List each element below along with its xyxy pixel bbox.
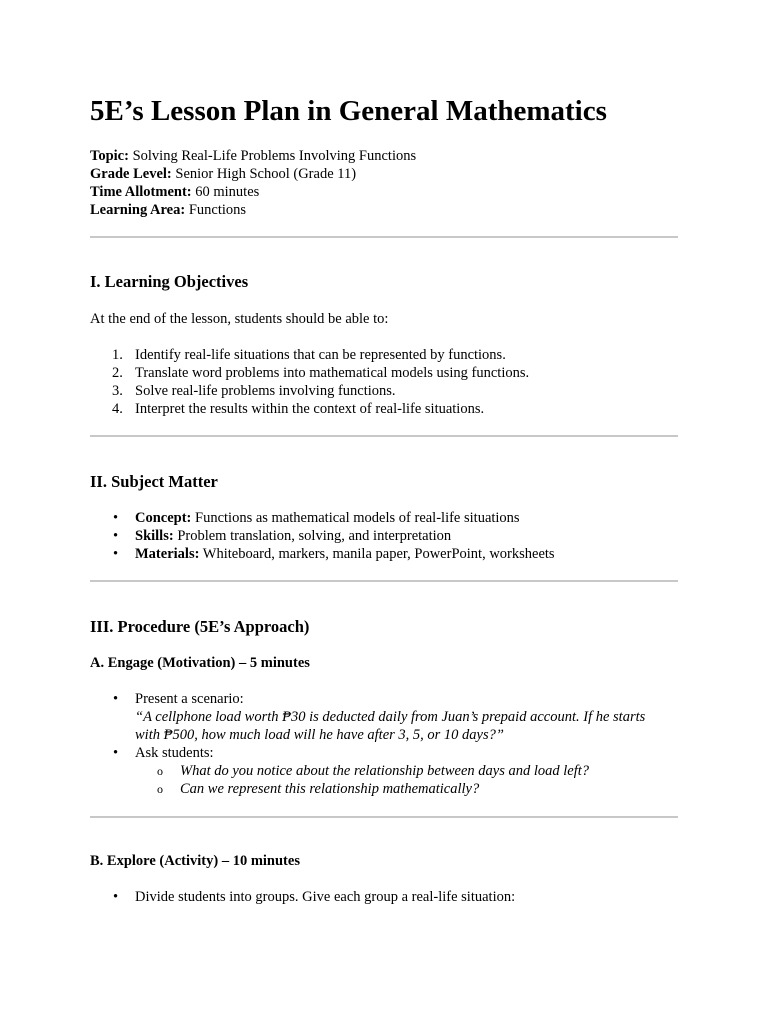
engage-heading: A. Engage (Motivation) – 5 minutes	[90, 655, 310, 671]
list-number: 2.	[112, 365, 123, 381]
engage-list	[90, 690, 645, 798]
list-item-text: Translate word problems into mathematical models using functions.	[135, 365, 530, 381]
meta-value: Solving Real-Life Problems Involving Functions	[132, 148, 417, 164]
section-divider	[90, 435, 678, 437]
question-text: What do you notice about the relationship between days and load left?	[180, 763, 590, 779]
list-number: 3.	[112, 383, 123, 399]
meta-value: 60 minutes	[195, 184, 260, 200]
explore-list	[90, 888, 515, 906]
meta-label: Topic:	[90, 148, 129, 164]
scenario-label: Present a scenario:	[135, 691, 244, 707]
scenario-text-line: “A cellphone load worth ₱30 is deducted daily from Juan’s prepaid account. If he starts	[135, 709, 646, 725]
explore-heading: B. Explore (Activity) – 10 minutes	[90, 853, 300, 869]
meta-label: Time Allotment:	[90, 184, 192, 200]
list-item-text: Identify real-life situations that can be represented by functions.	[135, 347, 506, 363]
list-item	[90, 400, 529, 418]
item-label: Concept:	[135, 510, 192, 526]
meta-time-allotment	[90, 183, 416, 201]
meta-label: Grade Level:	[90, 166, 172, 182]
bullet-icon: •	[113, 745, 119, 761]
list-item-text: Whiteboard, markers, manila paper, PowerPoint, worksheets	[202, 546, 555, 562]
bullet-icon: •	[113, 889, 119, 905]
list-item	[90, 527, 555, 545]
list-number: 4.	[112, 401, 123, 417]
objectives-intro: At the end of the lesson, students should be able to:	[90, 311, 389, 327]
list-item	[90, 346, 529, 364]
sublist-container	[90, 762, 645, 798]
item-label: Skills:	[135, 528, 174, 544]
list-item	[90, 744, 645, 762]
list-item	[90, 509, 555, 527]
list-item-text: Problem translation, solving, and interpretation	[177, 528, 452, 544]
meta-topic	[90, 147, 416, 165]
bullet-icon: •	[113, 510, 119, 526]
objectives-heading: I. Learning Objectives	[90, 272, 249, 291]
bullet-icon: •	[113, 546, 119, 562]
page-title: 5E’s Lesson Plan in General Mathematics	[90, 95, 607, 127]
procedure-heading: III. Procedure (5E’s Approach)	[90, 617, 310, 636]
list-item	[90, 690, 645, 744]
lesson-meta	[90, 147, 416, 219]
list-item	[90, 888, 515, 906]
sublist-item	[90, 780, 645, 798]
list-item-text: Solve real-life problems involving functions.	[135, 383, 396, 399]
circle-bullet-icon: o	[157, 764, 163, 778]
section-divider	[90, 236, 678, 238]
scenario-text-line: with ₱500, how much load will he have after 3, 5, or 10 days?”	[135, 727, 504, 743]
sublist-item	[90, 762, 645, 780]
list-item	[90, 364, 529, 382]
question-text: Can we represent this relationship mathematically?	[180, 781, 480, 797]
list-item-text: Functions as mathematical models of real-life situations	[195, 510, 520, 526]
list-item-text: Interpret the results within the context of real-life situations.	[135, 401, 485, 417]
list-item	[90, 545, 555, 563]
list-number: 1.	[112, 347, 123, 363]
section-divider	[90, 580, 678, 582]
meta-value: Functions	[188, 202, 247, 218]
meta-grade-level	[90, 165, 416, 183]
bullet-icon: •	[113, 528, 119, 544]
objectives-list	[90, 346, 529, 418]
item-label: Materials:	[135, 546, 200, 562]
list-item	[90, 382, 529, 400]
ask-label: Ask students:	[135, 745, 214, 761]
section-divider	[90, 816, 678, 818]
subject-matter-heading: II. Subject Matter	[90, 472, 218, 491]
question-sublist	[90, 762, 645, 798]
list-item-text: Divide students into groups. Give each group a real-life situation:	[135, 889, 516, 905]
meta-label: Learning Area:	[90, 202, 186, 218]
circle-bullet-icon: o	[157, 782, 163, 796]
bullet-icon: •	[113, 691, 119, 707]
meta-value: Senior High School (Grade 11)	[175, 166, 357, 182]
meta-learning-area	[90, 201, 416, 219]
subject-matter-list	[90, 509, 555, 563]
